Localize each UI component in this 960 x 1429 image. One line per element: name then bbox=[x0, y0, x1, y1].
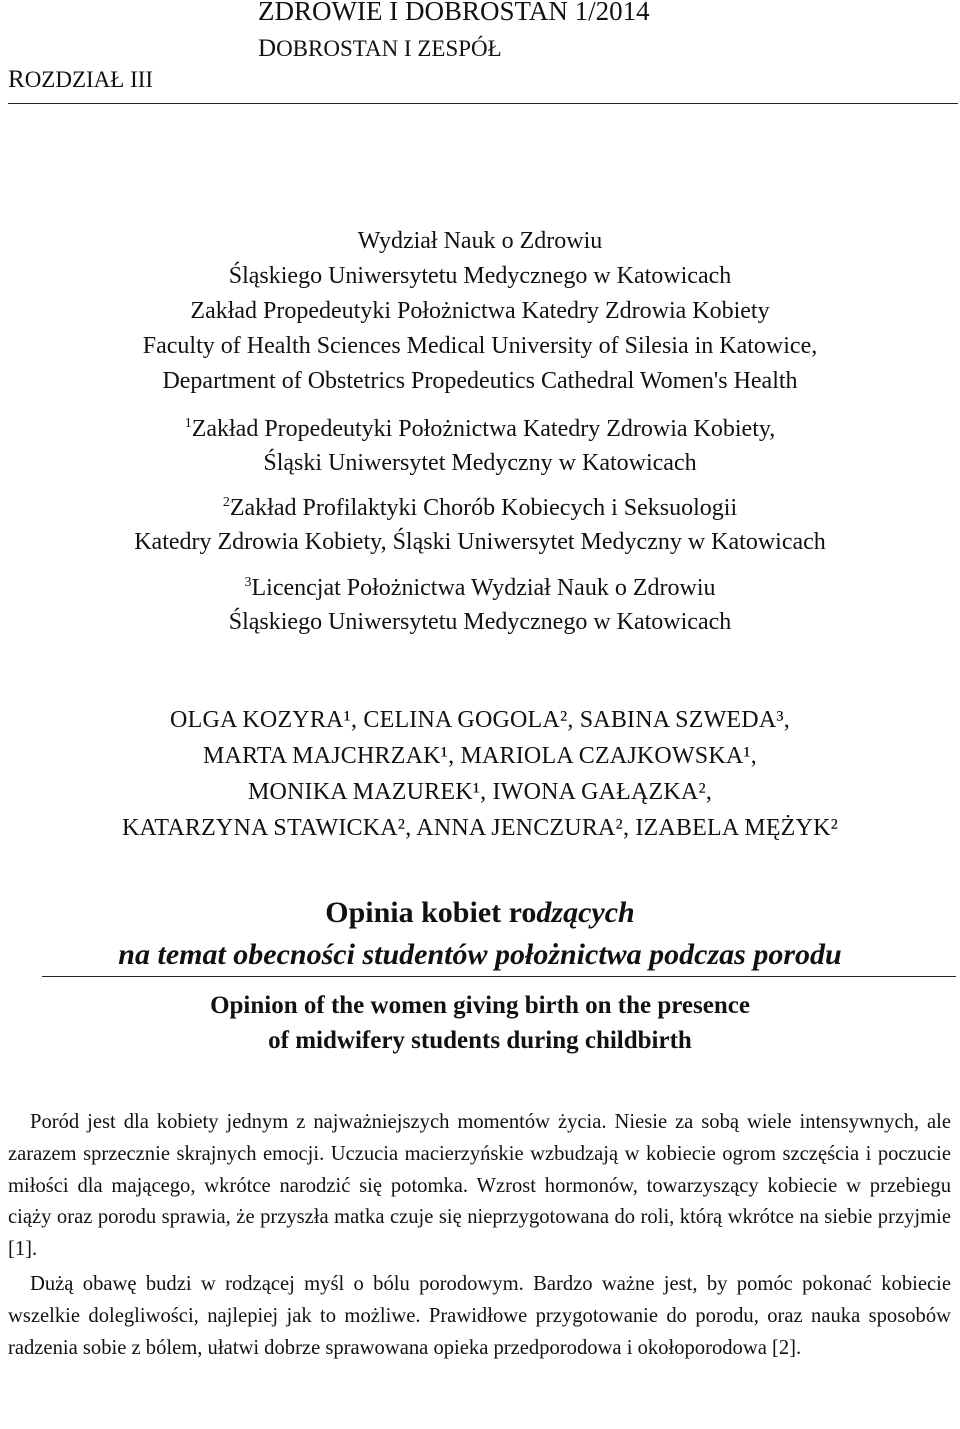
affiliation-3-line-2: Śląskiego Uniwersytetu Medycznego w Katowicach bbox=[228, 609, 732, 635]
title-en-line: of midwifery students during childbirth bbox=[268, 1027, 692, 1054]
affiliation-mark: 3 bbox=[244, 575, 252, 590]
affiliation-mark: 1 bbox=[184, 416, 192, 431]
author-line: KATARZYNA STAWICKA², ANNA JENCZURA², IZABELA MĘŻYK² bbox=[121, 815, 838, 841]
section-header-initial: D bbox=[258, 35, 277, 62]
title-pl-bold-part: Opinia kobiet ro bbox=[325, 896, 537, 929]
affiliation-text: Zakład Propedeutyki Położnictwa Katedry Zdrowia Kobiety, bbox=[191, 416, 776, 442]
journal-header: ZDROWIE I DOBROSTAN 1/2014 bbox=[258, 0, 650, 26]
body-paragraph: Poród jest dla kobiety jednym z najważniejszych momentów życia. Niesie za sobą wiele intensywnych, ale zarazem sprzecznie skrajnych emocji. Uczucia macierzyńskie wzbudzają w kobiecie ogrom szczęścia i poczucie miłości dla mającego, wkrótce narodzić się potomka. Wzrost hormonów, towarzyszący kobiecie w przebiegu ciąży oraz porodu sprawia, że przyszła matka czuje się nieprzygotowana do roli, którą wkrótce na siebie przyjmie [1]. bbox=[8, 1111, 951, 1261]
body-paragraph: Dużą obawę budzi w rodzącej myśl o bólu porodowym. Bardzo ważne jest, by pomóc pokonać kobiecie wszelkie dolegliwości, najlepiej jak to możliwe. Prawidłowe przygotowanie do porodu, oraz nauka sposobów radzenia sobie z bólem, ułatwi dobrze sprawowana opieka przedporodowa i okołoporodowa [2]. bbox=[8, 1272, 951, 1359]
affiliation-1 bbox=[0, 407, 960, 480]
affiliation-line: Faculty of Health Sciences Medical University of Silesia in Katowice, bbox=[142, 333, 818, 359]
chapter-label-rest: OZDZIAŁ III bbox=[24, 67, 154, 92]
affiliation-line: Department of Obstetrics Propedeutics Cathedral Women's Health bbox=[162, 368, 798, 394]
affiliation-line: Zakład Propedeutyki Położnictwa Katedry Zdrowia Kobiety bbox=[190, 298, 770, 324]
main-affiliation bbox=[0, 224, 960, 399]
chapter-label bbox=[8, 66, 153, 94]
affiliation-text: Zakład Profilaktyki Chorób Kobiecych i Seksuologii bbox=[229, 495, 738, 521]
affiliation-text: Licencjat Położnictwa Wydział Nauk o Zdrowiu bbox=[251, 575, 716, 601]
section-header-rest: OBROSTAN I ZESPÓŁ bbox=[276, 36, 502, 61]
author-line: MONIKA MAZUREK¹, IWONA GAŁĄZKA², bbox=[247, 779, 713, 805]
title-pl-line-2: na temat obecności studentów położnictwa podczas porodu bbox=[118, 938, 842, 971]
affiliation-3-line-1 bbox=[0, 566, 960, 605]
author-line: MARTA MAJCHRZAK¹, MARIOLA CZAJKOWSKA¹, bbox=[203, 743, 757, 769]
affiliation-1-line-2: Śląski Uniwersytet Medyczny w Katowicach bbox=[263, 450, 697, 476]
title-divider bbox=[42, 976, 956, 977]
title-en-line: Opinion of the women giving birth on the presence bbox=[210, 992, 750, 1019]
title-pl-italic-part: dzących bbox=[536, 896, 635, 929]
affiliation-line: Śląskiego Uniwersytetu Medycznego w Katowicach bbox=[228, 263, 732, 289]
section-header bbox=[258, 35, 502, 63]
chapter-label-initial: R bbox=[8, 66, 25, 93]
author-list bbox=[0, 702, 960, 846]
affiliation-mark: 2 bbox=[222, 495, 230, 510]
header-divider bbox=[8, 103, 958, 104]
affiliation-line: Wydział Nauk o Zdrowiu bbox=[357, 228, 603, 254]
title-pl-line-1 bbox=[0, 892, 960, 934]
article-title-en bbox=[0, 988, 960, 1058]
affiliation-3 bbox=[0, 566, 960, 639]
author-line: OLGA KOZYRA¹, CELINA GOGOLA², SABINA SZWEDA³, bbox=[170, 707, 790, 733]
article-title-pl bbox=[0, 892, 960, 976]
affiliation-2-line-1 bbox=[0, 486, 960, 525]
affiliation-2 bbox=[0, 486, 960, 559]
article-body bbox=[8, 1107, 951, 1364]
affiliation-2-line-2: Katedry Zdrowia Kobiety, Śląski Uniwersytet Medyczny w Katowicach bbox=[134, 529, 826, 555]
affiliation-1-line-1 bbox=[0, 407, 960, 446]
